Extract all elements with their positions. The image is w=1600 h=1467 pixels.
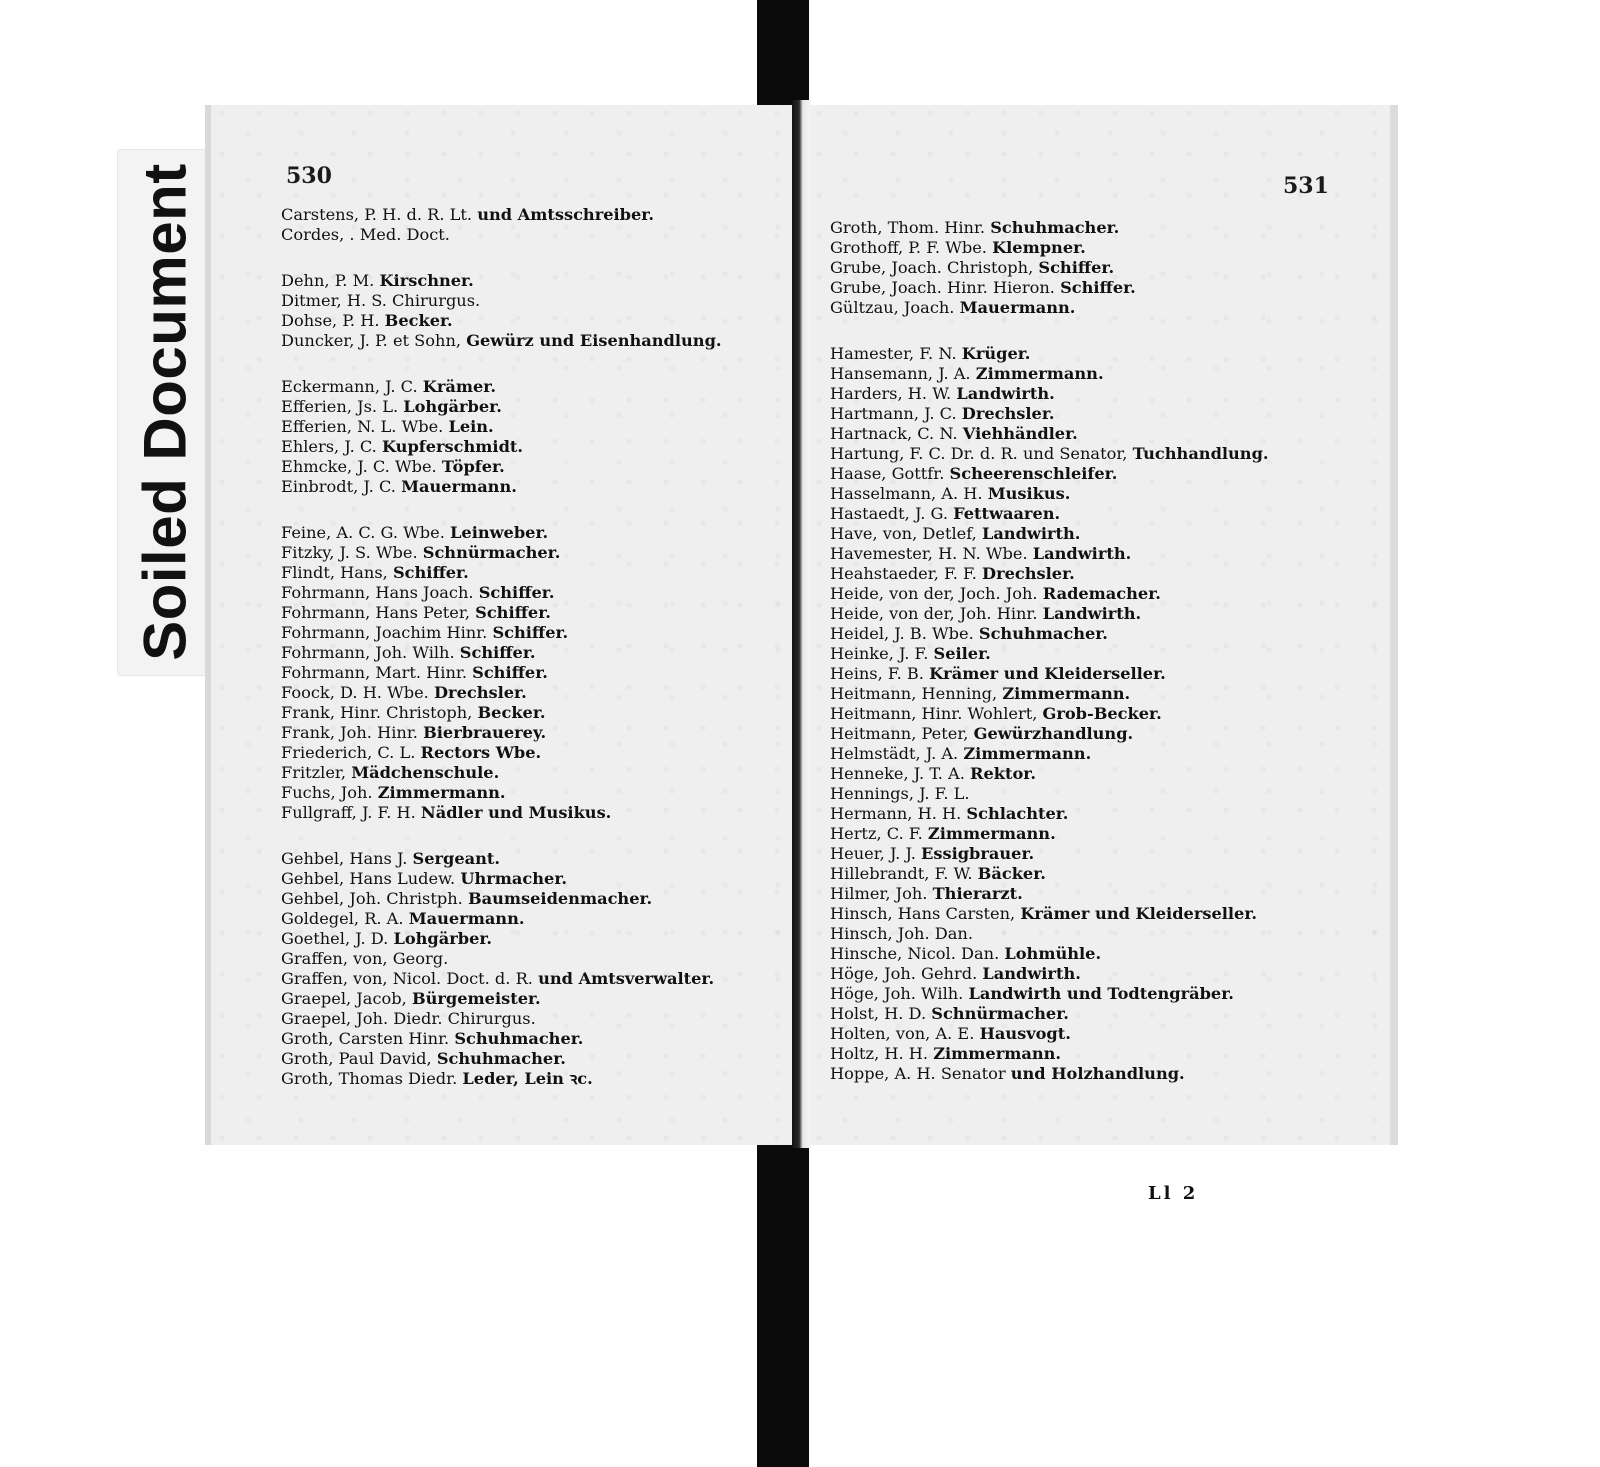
entry-trade: Krämer.	[422, 377, 496, 396]
entry-name: Goldegel, R. A.	[281, 909, 404, 928]
entry-name: Holten, von, A. E.	[830, 1024, 975, 1043]
directory-list	[830, 218, 1269, 1084]
entry-name: Holst, H. D.	[830, 1004, 927, 1023]
entry-trade: Mauermann.	[401, 477, 517, 496]
directory-entry	[830, 804, 1269, 824]
entry-name: Hinsche, Nicol. Dan.	[830, 944, 1000, 963]
directory-entry	[830, 1044, 1269, 1064]
entry-name: Heins, F. B.	[830, 664, 924, 683]
entry-name: Einbrodt, J. C.	[281, 477, 396, 496]
section-gap	[830, 318, 1269, 344]
directory-entry	[830, 744, 1269, 764]
directory-entry	[281, 543, 722, 563]
entry-name: Graepel, Joh. Diedr. Chirurgus.	[281, 1009, 536, 1028]
directory-entry	[281, 869, 722, 889]
entry-name: Hinsch, Hans Carsten,	[830, 904, 1016, 923]
directory-entry	[830, 724, 1269, 744]
entry-name: Frank, Joh. Hinr.	[281, 723, 418, 742]
entry-name: Hartnack, C. N.	[830, 424, 958, 443]
directory-entry	[830, 1024, 1269, 1044]
section-gap	[281, 245, 722, 271]
entry-trade: Drechsler.	[961, 404, 1055, 423]
entry-name: Fohrmann, Hans Peter,	[281, 603, 470, 622]
directory-entry	[281, 849, 722, 869]
entry-name: Carstens, P. H. d. R. Lt.	[281, 205, 473, 224]
directory-entry	[281, 743, 722, 763]
entry-trade: Drechsler.	[982, 564, 1075, 583]
directory-entry	[281, 457, 722, 477]
book-spine	[792, 100, 810, 1148]
entry-name: Graffen, von, Georg.	[281, 949, 449, 968]
entry-name: Hastaedt, J. G.	[830, 504, 948, 523]
entry-name: Helmstädt, J. A.	[830, 744, 959, 763]
entry-name: Haase, Gottfr.	[830, 464, 945, 483]
directory-entry	[281, 417, 722, 437]
entry-name: Fohrmann, Joh. Wilh.	[281, 643, 455, 662]
directory-list	[281, 205, 722, 1089]
directory-entry	[830, 258, 1269, 278]
directory-entry	[830, 504, 1269, 524]
directory-entry	[830, 964, 1269, 984]
entry-trade: und Amtsschreiber.	[477, 205, 654, 224]
entry-name: Have, von, Detlef,	[830, 524, 977, 543]
entry-name: Graepel, Jacob,	[281, 989, 407, 1008]
directory-entry	[830, 218, 1269, 238]
directory-entry	[830, 904, 1269, 924]
entry-name: Heide, von der, Joh. Hinr.	[830, 604, 1038, 623]
directory-entry	[281, 803, 722, 823]
entry-trade: Lohmühle.	[1004, 944, 1102, 963]
entry-trade: Gewürzhandlung.	[973, 724, 1134, 743]
section-gap	[281, 823, 722, 849]
entry-name: Heitmann, Peter,	[830, 724, 969, 743]
directory-entry	[830, 684, 1269, 704]
directory-entry	[281, 889, 722, 909]
entry-trade: Sergeant.	[412, 849, 501, 868]
directory-entry	[830, 924, 1269, 944]
entry-trade: Krämer und Kleiderseller.	[1020, 904, 1258, 923]
entry-trade: Krämer und Kleiderseller.	[929, 664, 1166, 683]
entry-trade: Tuchhandlung.	[1132, 444, 1269, 463]
directory-entry	[281, 949, 722, 969]
page-number: 531	[1283, 173, 1329, 199]
directory-entry	[281, 311, 722, 331]
directory-entry	[830, 444, 1269, 464]
entry-trade: Schiffer.	[478, 583, 555, 602]
entry-trade: Zimmermann.	[377, 783, 506, 802]
directory-entry	[830, 604, 1269, 624]
directory-entry	[281, 291, 722, 311]
entry-trade: Schlachter.	[966, 804, 1069, 823]
directory-entry	[830, 664, 1269, 684]
entry-name: Fuchs, Joh.	[281, 783, 373, 802]
directory-entry	[281, 437, 722, 457]
directory-entry	[281, 663, 722, 683]
directory-entry	[830, 884, 1269, 904]
directory-entry	[830, 424, 1269, 444]
directory-entry	[281, 331, 722, 351]
entry-name: Gehbel, Hans Ludew.	[281, 869, 456, 888]
entry-name: Gehbel, Hans J.	[281, 849, 408, 868]
entry-name: Dohse, P. H.	[281, 311, 380, 330]
entry-name: Goethel, J. D.	[281, 929, 389, 948]
directory-entry	[281, 643, 722, 663]
entry-trade: und Holzhandlung.	[1010, 1064, 1185, 1083]
entry-trade: Leder, Lein ꝛc.	[462, 1069, 593, 1088]
directory-entry	[281, 989, 722, 1009]
entry-name: Gültzau, Joach.	[830, 298, 955, 317]
directory-entry	[830, 584, 1269, 604]
entry-name: Hansemann, J. A.	[830, 364, 971, 383]
entry-name: Flindt, Hans,	[281, 563, 388, 582]
binding-bar-top	[757, 0, 809, 110]
entry-trade: Thierarzt.	[932, 884, 1023, 903]
directory-entry	[830, 764, 1269, 784]
directory-entry	[830, 464, 1269, 484]
entry-trade: Rademacher.	[1042, 584, 1161, 603]
printer-signature: Ll 2	[1148, 1183, 1199, 1204]
directory-entry	[281, 1069, 722, 1089]
entry-name: Groth, Thomas Diedr.	[281, 1069, 458, 1088]
entry-name: Höge, Joh. Wilh.	[830, 984, 964, 1003]
entry-trade: und Amtsverwalter.	[538, 969, 715, 988]
entry-trade: Baumseidenmacher.	[467, 889, 653, 908]
entry-trade: Zimmermann.	[963, 744, 1092, 763]
directory-entry	[281, 397, 722, 417]
right-page	[808, 105, 1398, 1204]
entry-name: Hinsch, Joh. Dan.	[830, 924, 973, 943]
entry-trade: Becker.	[477, 703, 546, 722]
entry-name: Grothoff, P. F. Wbe.	[830, 238, 987, 257]
entry-trade: Landwirth.	[956, 384, 1055, 403]
entry-name: Höge, Joh. Gehrd.	[830, 964, 978, 983]
entry-trade: Kirschner.	[379, 271, 474, 290]
left-page	[205, 105, 803, 1145]
directory-entry	[830, 984, 1269, 1004]
entry-trade: Krüger.	[961, 344, 1031, 363]
section-gap	[281, 351, 722, 377]
entry-trade: Nädler und Musikus.	[420, 803, 612, 822]
entry-name: Harders, H. W.	[830, 384, 952, 403]
entry-name: Heitmann, Henning,	[830, 684, 998, 703]
directory-entry	[830, 644, 1269, 664]
entry-name: Grube, Joach. Hinr. Hieron.	[830, 278, 1055, 297]
entry-name: Fohrmann, Hans Joach.	[281, 583, 474, 602]
entry-trade: Klempner.	[992, 238, 1086, 257]
directory-entry	[830, 404, 1269, 424]
directory-entry	[830, 544, 1269, 564]
entry-trade: Essigbrauer.	[921, 844, 1035, 863]
entry-trade: Gewürz und Eisenhandlung.	[466, 331, 722, 350]
entry-trade: Schiffer.	[1038, 258, 1115, 277]
entry-name: Heide, von der, Joch. Joh.	[830, 584, 1038, 603]
directory-entry	[281, 703, 722, 723]
directory-entry	[281, 563, 722, 583]
entry-name: Ditmer, H. S. Chirurgus.	[281, 291, 481, 310]
entry-name: Hamester, F. N.	[830, 344, 957, 363]
directory-entry	[830, 484, 1269, 504]
entry-trade: Bäcker.	[977, 864, 1046, 883]
entry-trade: Schnürmacher.	[931, 1004, 1069, 1023]
directory-entry	[830, 344, 1269, 364]
entry-name: Grube, Joach. Christoph,	[830, 258, 1034, 277]
directory-entry	[281, 1049, 722, 1069]
entry-name: Dehn, P. M.	[281, 271, 375, 290]
entry-name: Hertz, C. F.	[830, 824, 923, 843]
entry-name: Heahstaeder, F. F.	[830, 564, 977, 583]
entry-trade: Landwirth.	[981, 524, 1081, 543]
entry-name: Fohrmann, Joachim Hinr.	[281, 623, 488, 642]
entry-trade: Bierbrauerey.	[423, 723, 547, 742]
entry-trade: Schuhmacher.	[978, 624, 1108, 643]
entry-trade: Drechsler.	[434, 683, 527, 702]
directory-entry	[281, 271, 722, 291]
entry-trade: Landwirth.	[1032, 544, 1132, 563]
entry-name: Fritzler,	[281, 763, 352, 782]
entry-trade: Rectors Wbe.	[420, 743, 542, 762]
entry-name: Fullgraff, J. F. H.	[281, 803, 416, 822]
entry-name: Heitmann, Hinr. Wohlert,	[830, 704, 1038, 723]
entry-trade: Scheerenschleifer.	[949, 464, 1118, 483]
directory-entry	[830, 364, 1269, 384]
page-number: 530	[286, 163, 332, 189]
entry-name: Fohrmann, Mart. Hinr.	[281, 663, 467, 682]
entry-trade: Viehhändler.	[962, 424, 1078, 443]
entry-name: Efferien, Js. L.	[281, 397, 399, 416]
directory-entry	[830, 824, 1269, 844]
entry-trade: Becker.	[384, 311, 453, 330]
entry-name: Hartmann, J. C.	[830, 404, 957, 423]
entry-name: Gehbel, Joh. Christph.	[281, 889, 463, 908]
entry-trade: Lohgärber.	[393, 929, 493, 948]
entry-trade: Seiler.	[933, 644, 991, 663]
entry-trade: Grob-Becker.	[1042, 704, 1162, 723]
entry-trade: Schuhmacher.	[436, 1049, 566, 1068]
entry-trade: Schiffer.	[472, 663, 548, 682]
entry-name: Groth, Paul David,	[281, 1049, 432, 1068]
entry-trade: Lein.	[448, 417, 494, 436]
entry-name: Groth, Carsten Hinr.	[281, 1029, 450, 1048]
entry-name: Henneke, J. T. A.	[830, 764, 965, 783]
entry-name: Eckermann, J. C.	[281, 377, 418, 396]
section-gap	[281, 497, 722, 523]
entry-name: Ehlers, J. C.	[281, 437, 377, 456]
directory-entry	[281, 723, 722, 743]
directory-entry	[281, 1029, 722, 1049]
entry-name: Groth, Thom. Hinr.	[830, 218, 986, 237]
entry-name: Hilmer, Joh.	[830, 884, 928, 903]
entry-trade: Töpfer.	[441, 457, 505, 476]
directory-entry	[830, 624, 1269, 644]
entry-trade: Musikus.	[987, 484, 1071, 503]
entry-trade: Landwirth.	[982, 964, 1081, 983]
entry-name: Graffen, von, Nicol. Doct. d. R.	[281, 969, 533, 988]
document-label: Soiled Document	[131, 163, 199, 661]
directory-entry	[830, 704, 1269, 724]
entry-trade: Leinweber.	[450, 523, 549, 542]
directory-entry	[830, 1004, 1269, 1024]
entry-name: Hasselmann, A. H.	[830, 484, 983, 503]
directory-entry	[830, 238, 1269, 258]
entry-trade: Zimmermann.	[927, 824, 1056, 843]
entry-trade: Bürgemeister.	[411, 989, 541, 1008]
directory-entry	[281, 683, 722, 703]
entry-trade: Zimmermann.	[933, 1044, 1062, 1063]
entry-trade: Zimmermann.	[1002, 684, 1131, 703]
entry-name: Duncker, J. P. et Sohn,	[281, 331, 462, 350]
directory-entry	[830, 784, 1269, 804]
directory-entry	[281, 623, 722, 643]
entry-name: Ehmcke, J. C. Wbe.	[281, 457, 437, 476]
entry-trade: Landwirth und Todtengräber.	[968, 984, 1234, 1003]
entry-trade: Schiffer.	[1060, 278, 1136, 297]
directory-entry	[281, 377, 722, 397]
directory-entry	[281, 909, 722, 929]
directory-entry	[281, 1009, 722, 1029]
directory-entry	[281, 763, 722, 783]
entry-name: Foock, D. H. Wbe.	[281, 683, 429, 702]
directory-entry	[281, 523, 722, 543]
entry-name: Hermann, H. H.	[830, 804, 962, 823]
entry-name: Friederich, C. L.	[281, 743, 416, 762]
entry-name: Heuer, J. J.	[830, 844, 916, 863]
entry-name: Heidel, J. B. Wbe.	[830, 624, 974, 643]
directory-entry	[281, 477, 722, 497]
binding-bar-bottom	[757, 1140, 809, 1467]
entry-name: Holtz, H. H.	[830, 1044, 929, 1063]
entry-trade: Fettwaaren.	[953, 504, 1061, 523]
entry-name: Hillebrandt, F. W.	[830, 864, 973, 883]
entry-trade: Mauermann.	[408, 909, 525, 928]
entry-trade: Hausvogt.	[979, 1024, 1071, 1043]
entry-name: Feine, A. C. G. Wbe.	[281, 523, 445, 542]
entry-name: Efferien, N. L. Wbe.	[281, 417, 444, 436]
entry-trade: Schuhmacher.	[454, 1029, 584, 1048]
entry-trade: Schiffer.	[475, 603, 551, 622]
entry-trade: Zimmermann.	[975, 364, 1104, 383]
entry-name: Frank, Hinr. Christoph,	[281, 703, 473, 722]
directory-entry	[281, 969, 722, 989]
directory-entry	[830, 298, 1269, 318]
entry-trade: Schiffer.	[459, 643, 536, 662]
entry-name: Hennings, J. F. L.	[830, 784, 970, 803]
entry-name: Havemester, H. N. Wbe.	[830, 544, 1028, 563]
entry-trade: Lohgärber.	[403, 397, 502, 416]
directory-entry	[281, 929, 722, 949]
entry-name: Hartung, F. C. Dr. d. R. und Senator,	[830, 444, 1128, 463]
entry-trade: Schiffer.	[492, 623, 569, 642]
directory-entry	[281, 783, 722, 803]
entry-name: Cordes, . Med. Doct.	[281, 225, 450, 244]
directory-entry	[830, 524, 1269, 544]
entry-trade: Kupferschmidt.	[381, 437, 524, 456]
entry-name: Hoppe, A. H. Senator	[830, 1064, 1006, 1083]
entry-trade: Schiffer.	[392, 563, 469, 582]
entry-trade: Uhrmacher.	[460, 869, 567, 888]
entry-trade: Schnürmacher.	[422, 543, 561, 562]
entry-trade: Mädchenschule.	[351, 763, 500, 782]
directory-entry	[281, 603, 722, 623]
directory-entry	[281, 205, 722, 225]
directory-entry	[830, 1064, 1269, 1084]
directory-entry	[830, 944, 1269, 964]
entry-trade: Rektor.	[970, 764, 1036, 783]
directory-entry	[830, 564, 1269, 584]
directory-entry	[830, 278, 1269, 298]
entry-trade: Landwirth.	[1042, 604, 1142, 623]
directory-entry	[830, 384, 1269, 404]
entry-name: Heinke, J. F.	[830, 644, 929, 663]
directory-entry	[830, 844, 1269, 864]
directory-entry	[281, 583, 722, 603]
entry-trade: Schuhmacher.	[990, 218, 1120, 237]
directory-entry	[830, 864, 1269, 884]
directory-entry	[281, 225, 722, 245]
entry-trade: Mauermann.	[959, 298, 1076, 317]
entry-name: Fitzky, J. S. Wbe.	[281, 543, 418, 562]
